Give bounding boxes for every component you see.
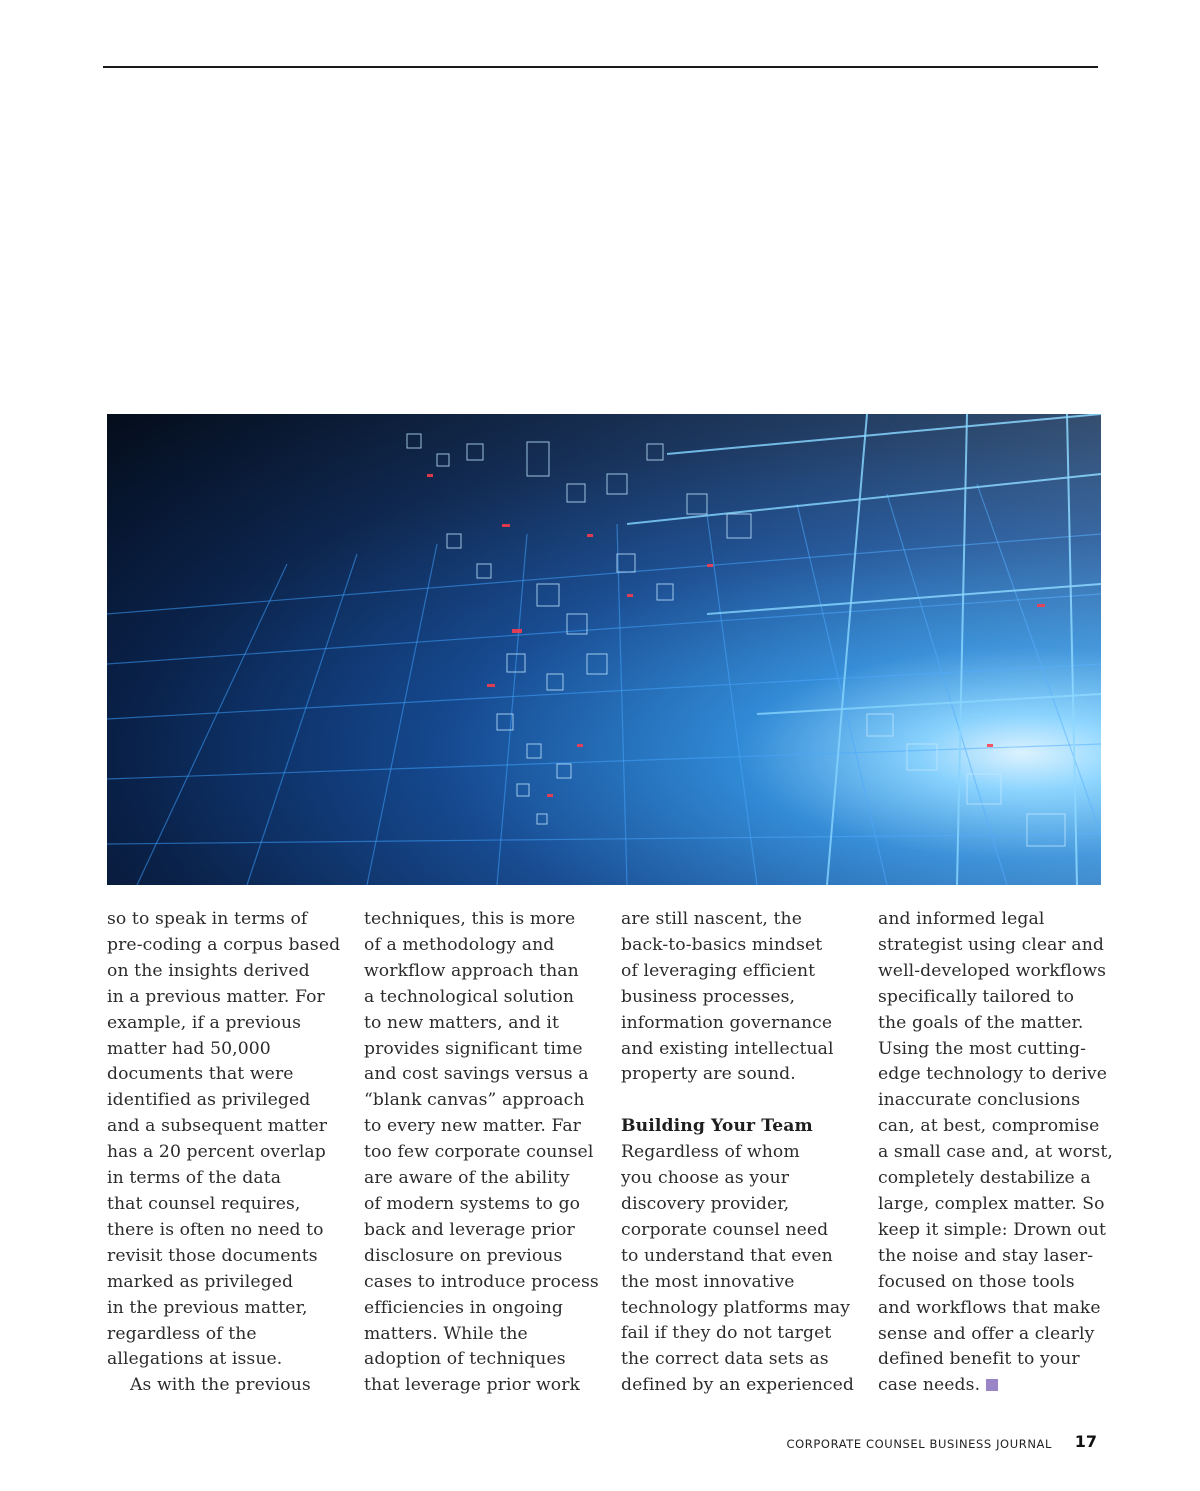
text-line: adoption of techniques xyxy=(364,1349,566,1370)
text-line: documents that were xyxy=(107,1064,294,1085)
text-line: provides significant time xyxy=(364,1038,583,1059)
paragraph-gap xyxy=(621,1088,861,1114)
text-line: cases to introduce process xyxy=(364,1271,599,1292)
text-line: you choose as your xyxy=(621,1168,790,1189)
text-line: a technological solution xyxy=(364,986,575,1007)
text-line: strategist using clear and xyxy=(878,934,1105,955)
text-line: matter had 50,000 xyxy=(107,1038,271,1059)
text-line: information governance xyxy=(621,1012,833,1033)
text-line: inaccurate conclusions xyxy=(878,1090,1081,1111)
text-line: matters. While the xyxy=(364,1323,528,1344)
text-line: large, complex matter. So xyxy=(878,1193,1105,1214)
text-line: and a subsequent matter xyxy=(107,1116,328,1137)
text-line: there is often no need to xyxy=(107,1219,324,1240)
text-line: of a methodology and xyxy=(364,934,555,955)
text-column-2 xyxy=(364,907,604,1399)
text-line: too few corporate counsel xyxy=(364,1142,594,1163)
text-line: in the previous matter, xyxy=(107,1297,308,1318)
text-line: to understand that even xyxy=(621,1245,833,1266)
hero-image-data-grid xyxy=(107,414,1101,885)
text-line: well-developed workflows xyxy=(878,960,1107,981)
text-line: “blank canvas” approach xyxy=(364,1090,585,1111)
text-line: pre-coding a corpus based xyxy=(107,934,341,955)
text-line: completely destabilize a xyxy=(878,1168,1091,1189)
text-line: keep it simple: Drown out xyxy=(878,1219,1107,1240)
text-line: back and leverage prior xyxy=(364,1219,575,1240)
text-line: business processes, xyxy=(621,986,796,1007)
text-line: Regardless of whom xyxy=(621,1142,800,1163)
text-line: and informed legal xyxy=(878,909,1045,929)
text-line: are still nascent, the xyxy=(621,909,802,929)
text-line: defined by an experienced xyxy=(621,1375,854,1396)
text-line: can, at best, compromise xyxy=(878,1116,1100,1137)
text-line: are aware of the ability xyxy=(364,1168,570,1189)
text-line: of modern systems to go xyxy=(364,1193,581,1214)
text-line: the correct data sets as xyxy=(621,1349,829,1370)
text-line: fail if they do not target xyxy=(621,1323,832,1344)
text-line: defined benefit to your xyxy=(878,1349,1080,1370)
text-line: to every new matter. Far xyxy=(364,1116,581,1137)
text-line: in a previous matter. For xyxy=(107,986,325,1007)
text-line: efficiencies in ongoing xyxy=(364,1297,563,1318)
text-line: that counsel requires, xyxy=(107,1193,301,1214)
text-line: sense and offer a clearly xyxy=(878,1323,1095,1344)
text-column-3 xyxy=(621,907,861,1399)
text-line: back-to-basics mindset xyxy=(621,934,823,955)
text-line: and existing intellectual xyxy=(621,1038,834,1059)
text-line: discovery provider, xyxy=(621,1193,790,1214)
text-line: edge technology to derive xyxy=(878,1064,1108,1085)
text-line: focused on those tools xyxy=(878,1271,1075,1292)
text-line: As with the previous xyxy=(130,1375,311,1396)
text-line: property are sound. xyxy=(621,1064,796,1085)
text-column-4 xyxy=(878,907,1118,1399)
page-number: 17 xyxy=(1074,1432,1097,1451)
text-line: specifically tailored to xyxy=(878,986,1075,1007)
text-line: identified as privileged xyxy=(107,1090,311,1111)
top-rule xyxy=(103,66,1098,68)
text-line: technology platforms may xyxy=(621,1297,851,1318)
text-line: Using the most cutting- xyxy=(878,1038,1086,1059)
text-line: allegations at issue. xyxy=(107,1349,283,1370)
text-line: in terms of the data xyxy=(107,1168,282,1189)
text-line: the noise and stay laser- xyxy=(878,1245,1094,1266)
text-line: revisit those documents xyxy=(107,1245,318,1266)
text-line: that leverage prior work xyxy=(364,1375,581,1396)
text-column-1 xyxy=(107,907,347,1399)
end-of-article-mark xyxy=(986,1379,998,1391)
text-line: so to speak in terms of xyxy=(107,909,308,929)
article-columns xyxy=(107,907,1113,1407)
text-line: techniques, this is more xyxy=(364,909,576,929)
text-line: on the insights derived xyxy=(107,960,310,981)
text-line: has a 20 percent overlap xyxy=(107,1142,326,1163)
text-line: disclosure on previous xyxy=(364,1245,563,1266)
text-line: example, if a previous xyxy=(107,1012,302,1033)
footer-journal-title: CORPORATE COUNSEL BUSINESS JOURNAL xyxy=(786,1437,1052,1451)
text-line: corporate counsel need xyxy=(621,1219,829,1240)
grid-illustration xyxy=(107,414,1101,885)
text-line: the most innovative xyxy=(621,1271,795,1292)
text-line: workflow approach than xyxy=(364,960,579,981)
text-line: case needs. xyxy=(878,1373,1118,1399)
text-line: to new matters, and it xyxy=(364,1012,560,1033)
text-line: regardless of the xyxy=(107,1323,257,1344)
text-line: and workflows that make xyxy=(878,1297,1101,1318)
text-line: of leveraging efficient xyxy=(621,960,816,981)
text-line: and cost savings versus a xyxy=(364,1064,589,1085)
text-line: the goals of the matter. xyxy=(878,1012,1084,1033)
section-heading: Building Your Team xyxy=(621,1116,813,1137)
text-line: marked as privileged xyxy=(107,1271,294,1292)
text-line: a small case and, at worst, xyxy=(878,1142,1113,1163)
